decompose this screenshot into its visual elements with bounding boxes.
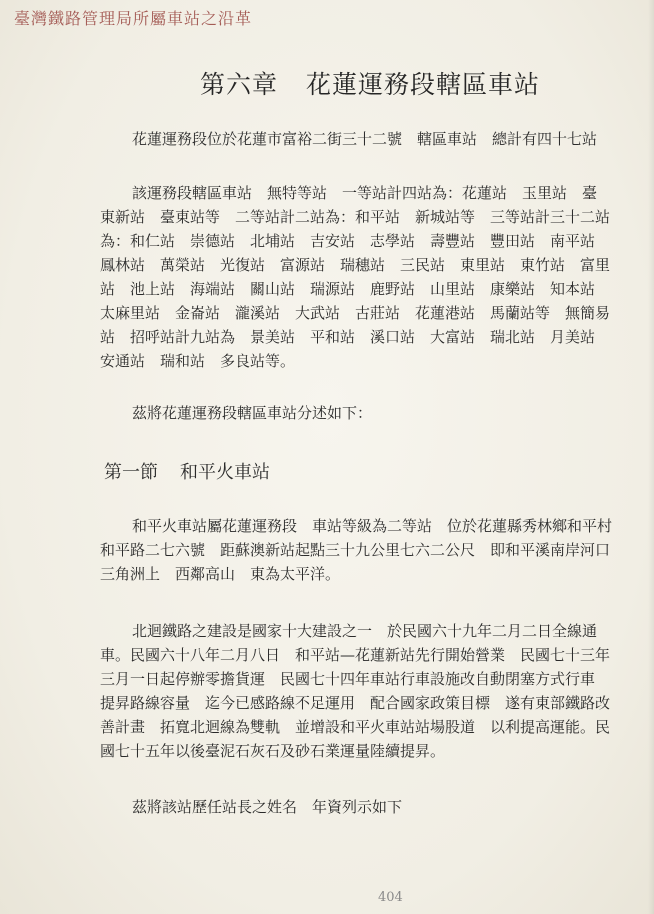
stationmaster-intro-line: 茲將該站歷任站長之姓名 年資列示如下 [132, 798, 403, 816]
section-number: 第一節 [104, 462, 158, 483]
section-name: 和平火車站 [180, 462, 270, 483]
stations-line: 該運務段轄區車站 無特等站 一等站計四站為：花蓮站 玉里站 臺 [132, 184, 598, 202]
location-line: 三角洲上 西鄰高山 東為太平洋。 [100, 565, 341, 583]
location-line: 和平火車站屬花蓮運務段 車站等級為二等站 位於花蓮縣秀林鄉和平村 [132, 517, 613, 535]
list-intro-line: 茲將花蓮運務段轄區車站分述如下： [132, 404, 373, 422]
stations-line: 太麻里站 金崙站 瀧溪站 大武站 古莊站 花蓮港站 馬蘭站等 無簡易 [100, 304, 611, 322]
history-line: 三月一日起停辦零擔貨運 民國七十四年車站行車設施改自動閉塞方式行車 [100, 670, 596, 688]
stations-line: 為：和仁站 崇德站 北埔站 吉安站 志學站 壽豐站 豐田站 南平站 [100, 232, 596, 250]
stations-paragraph [100, 181, 645, 373]
intro-line: 花蓮運務段位於花蓮市富裕二街三十二號 轄區車站 總計有四十七站 [132, 130, 598, 148]
stationmaster-intro-paragraph [100, 795, 645, 819]
location-line: 和平路二七六號 距蘇澳新站起點三十九公里七六二公尺 即和平溪南岸河口 [100, 541, 611, 559]
page-number: 404 [378, 890, 403, 905]
history-line: 國七十五年以後臺泥石灰石及砂石業運量陸續提昇。 [100, 742, 446, 760]
stations-line: 鳳林站 萬榮站 光復站 富源站 瑞穗站 三民站 東里站 東竹站 富里 [100, 256, 611, 274]
history-line: 車。民國六十八年二月八日 和平站—花蓮新站先行開始營業 民國七十三年 [100, 646, 611, 664]
heping-location-paragraph [100, 514, 645, 586]
page-edge-shadow [648, 0, 654, 914]
section-title [104, 458, 270, 484]
stations-line: 東新站 臺東站等 二等站計二站為：和平站 新城站等 三等站計三十二站 [100, 208, 611, 226]
history-line: 提昇路線容量 迄今已感路線不足運用 配合國家政策目標 遂有東部鐵路改 [100, 694, 611, 712]
intro-paragraph [100, 127, 645, 151]
chapter-number: 第六章 [200, 70, 279, 99]
list-intro-paragraph [100, 401, 645, 425]
stations-line: 站 池上站 海端站 關山站 瑞源站 鹿野站 山里站 康樂站 知本站 [100, 280, 596, 298]
stations-line: 安通站 瑞和站 多良站等。 [100, 352, 296, 370]
history-line: 善計畫 拓寬北迴線為雙軌 並增設和平火車站站場股道 以利提高運能。民 [100, 718, 611, 736]
chapter-name: 花蓮運務段轄區車站 [306, 70, 541, 99]
heping-history-paragraph [100, 619, 645, 763]
running-head: 臺灣鐵路管理局所屬車站之沿革 [14, 9, 253, 28]
chapter-title [200, 65, 540, 101]
history-line: 北迴鐵路之建設是國家十大建設之一 於民國六十九年二月二日全線通 [132, 622, 598, 640]
stations-line: 站 招呼站計九站為 景美站 平和站 溪口站 大富站 瑞北站 月美站 [100, 328, 596, 346]
